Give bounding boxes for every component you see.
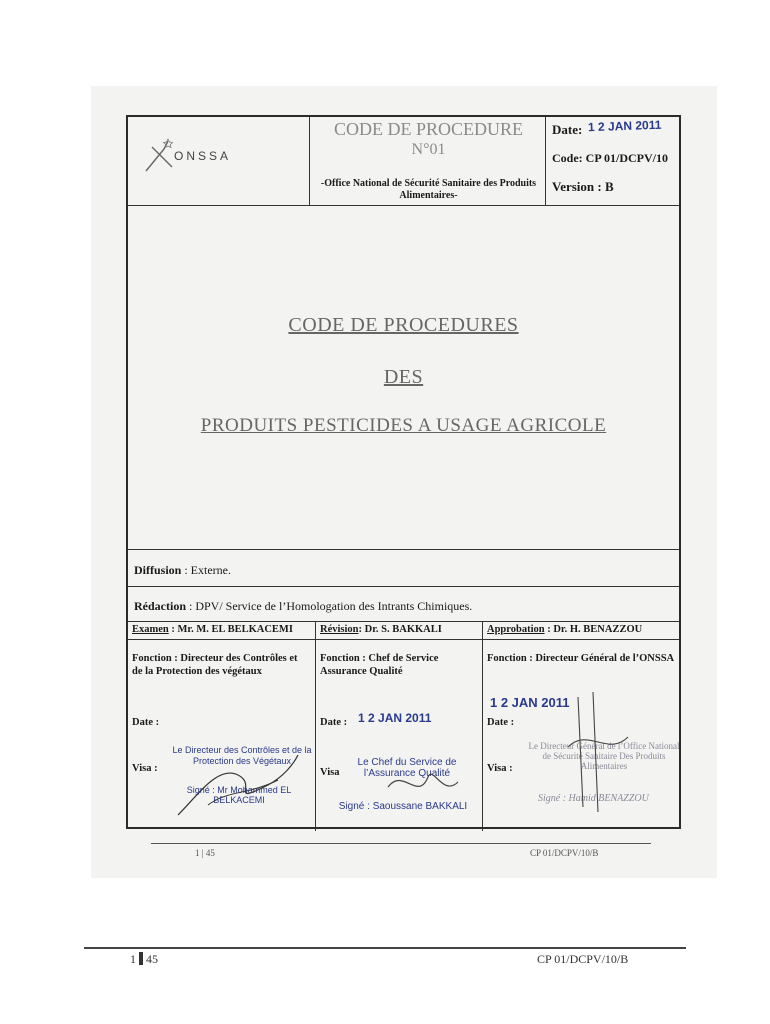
diffusion-value: : Externe.	[181, 563, 231, 577]
date-label: Date:	[552, 122, 583, 137]
signature-table-top	[128, 621, 679, 622]
date-stamp: 1 2 JAN 2011	[587, 117, 662, 135]
main-title-line2: DES	[383, 366, 424, 388]
document-version: Version : B	[552, 179, 614, 194]
header-org: -Office National de Sécurité Sanitaire des Produits Alimentaires-	[320, 178, 537, 201]
approbation-date-stamp: 1 2 JAN 2011	[490, 695, 570, 710]
approbation-label: Approbation	[487, 624, 545, 635]
examen-header	[132, 624, 293, 635]
signature-col-divider-1	[315, 621, 316, 831]
approbation-fonction: Fonction : Directeur Général de l’ONSSA	[487, 653, 675, 664]
revision-label: Révision	[320, 624, 359, 635]
examen-signed: Signé : Mr Mohammed EL BELKACEMI	[186, 785, 292, 805]
page-footer-rule	[84, 947, 686, 949]
approbation-name: : Dr. H. BENAZZOU	[544, 624, 643, 635]
approbation-signed: Signé : Hamid BENAZZOU	[538, 793, 649, 804]
examen-signature-icon	[158, 735, 308, 825]
revision-name: : Dr. S. BAKKALI	[358, 624, 442, 635]
approbation-header	[487, 624, 642, 635]
approbation-signature-icon	[558, 687, 638, 817]
revision-header	[320, 624, 442, 635]
examen-fonction: Fonction : Directeur des Contrôles et de la Protection des végétaux	[132, 653, 298, 677]
approbation-visa-label: Visa :	[487, 763, 513, 774]
revision-date-label: Date :	[320, 717, 348, 728]
signature-header-line	[128, 639, 679, 640]
examen-label: Examen	[132, 624, 169, 635]
revision-visa-label: Visa	[320, 767, 340, 778]
examen-visa-label: Visa :	[132, 763, 158, 774]
examen-visa-stamp: Le Directeur des Contrôles et de la Protection des Végétaux	[172, 745, 312, 766]
header-number: N°01	[411, 141, 446, 158]
page-footer-ref: CP 01/DCPV/10/B	[537, 952, 629, 966]
examen-date-label: Date :	[132, 717, 160, 728]
header-title: CODE DE PROCEDURE	[333, 119, 523, 139]
diffusion-label: Diffusion	[134, 563, 182, 577]
scan-footer-rule	[151, 843, 651, 844]
redaction-value: : DPV/ Service de l’Homologation des Intrants Chimiques.	[186, 599, 473, 613]
procedure-frame	[126, 115, 681, 829]
revision-signed: Signé : Saoussane BAKKALI	[338, 801, 468, 812]
revision-date-stamp: 1 2 JAN 2011	[358, 711, 432, 725]
examen-name: : Mr. M. EL BELKACEMI	[168, 624, 293, 635]
logo-text: ONSSA	[174, 149, 232, 163]
signature-col-divider-2	[482, 621, 483, 831]
main-title-line3: PRODUITS PESTICIDES A USAGE AGRICOLE	[200, 415, 607, 436]
revision-visa-stamp: Le Chef du Service de l’Assurance Qualité	[357, 757, 457, 779]
approbation-date-label: Date :	[487, 717, 515, 728]
page-footer-page: 1 45	[130, 952, 158, 966]
scanned-page	[91, 86, 717, 878]
redaction-row	[134, 599, 472, 614]
scan-footer-page: 1 | 45	[195, 848, 215, 858]
revision-fonction: Fonction : Chef de Service Assurance Qualité	[320, 653, 439, 677]
approbation-visa-stamp: Le Directeur Général de l’Office National de Sécurité Sanitaire Des Produits Alimentaires	[528, 741, 680, 771]
scan-footer-ref: CP 01/DCPV/10/B	[530, 848, 599, 858]
document-code: Code: CP 01/DCPV/10	[552, 151, 668, 165]
header-col-divider-1	[309, 117, 310, 205]
redaction-top-line	[128, 586, 679, 587]
main-title-line1: CODE DE PROCEDURES	[288, 314, 519, 336]
diffusion-top-line	[128, 549, 679, 550]
revision-signature-icon	[378, 757, 468, 807]
diffusion-row	[134, 563, 231, 578]
redaction-label: Rédaction	[134, 599, 186, 613]
header-divider	[128, 205, 679, 206]
